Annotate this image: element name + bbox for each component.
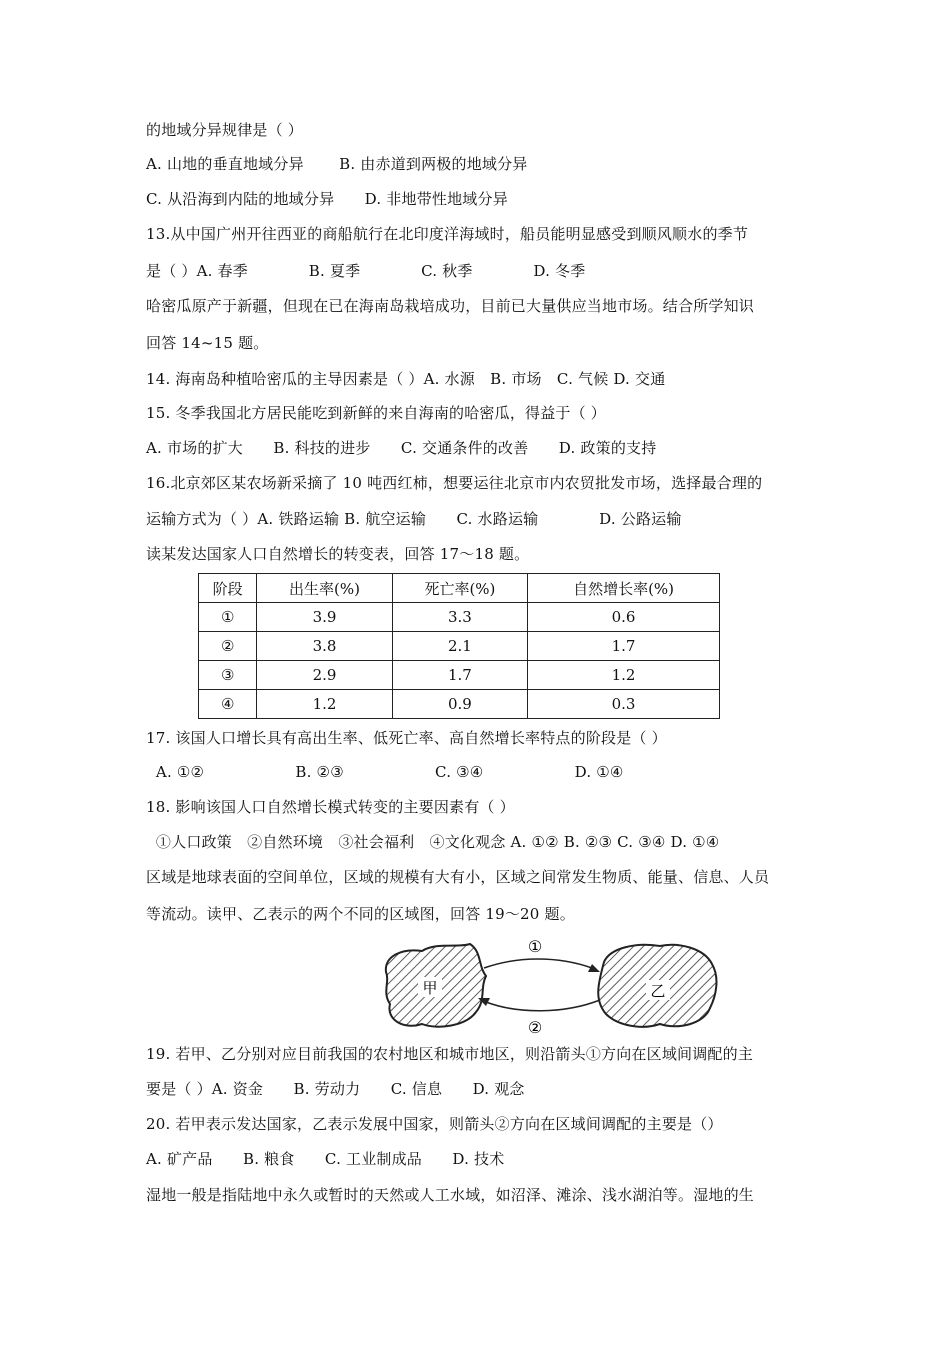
question-16-options: 运输方式为（ ）A. 铁路运输 B. 航空运输 C. 水路运输 D. 公路运输 <box>146 510 682 528</box>
arrow-top <box>484 959 592 968</box>
table-cell: ③ <box>199 661 257 690</box>
question-19-options: 要是（ ）A. 资金 B. 劳动力 C. 信息 D. 观念 <box>146 1080 525 1098</box>
table-cell: 0.3 <box>528 690 720 719</box>
header-natural-growth: 自然增长率(%) <box>528 574 720 603</box>
header-stage: 阶段 <box>199 574 257 603</box>
question-15: 15. 冬季我国北方居民能吃到新鲜的来自海南的哈密瓜，得益于（ ） <box>146 404 606 422</box>
table-cell: 0.6 <box>528 603 720 632</box>
question-15-options: A. 市场的扩大 B. 科技的进步 C. 交通条件的改善 D. 政策的支持 <box>146 439 657 457</box>
arrow-bottom <box>486 1000 600 1011</box>
table-cell: 1.2 <box>257 690 392 719</box>
table-cell: 2.9 <box>257 661 392 690</box>
passage-text: 区域是地球表面的空间单位，区域的规模有大有小，区域之间常发生物质、能量、信息、人员 <box>146 868 770 886</box>
passage-text: 湿地一般是指陆地中永久或暂时的天然或人工水域，如沼泽、滩涂、浅水湖泊等。湿地的生 <box>146 1186 755 1204</box>
table-cell: 3.9 <box>257 603 392 632</box>
question-18-options: ①人口政策 ②自然环境 ③社会福利 ④文化观念 A. ①② B. ②③ C. ③④ D. ①④ <box>146 833 720 851</box>
table-cell: 3.8 <box>257 632 392 661</box>
region-b-label: 乙 <box>650 982 666 1000</box>
question-13: 13.从中国广州开往西亚的商船航行在北印度洋海域时，船员能明显感受到顺风顺水的季节 <box>146 225 749 243</box>
question-13-options: 是（ ）A. 春季 B. 夏季 C. 秋季 D. 冬季 <box>146 262 586 280</box>
question-17: 17. 该国人口增长具有高出生率、低死亡率、高自然增长率特点的阶段是（ ） <box>146 729 667 747</box>
table-cell: 0.9 <box>392 690 527 719</box>
arrow-top-label: ① <box>527 937 543 956</box>
option-line: A. 山地的垂直地域分异 B. 由赤道到两极的地域分异 <box>146 155 528 173</box>
question-14: 14. 海南岛种植哈密瓜的主导因素是（ ）A. 水源 B. 市场 C. 气候 D. 交通 <box>146 370 666 388</box>
population-rate-table <box>198 573 720 719</box>
passage-text: 回答 14~15 题。 <box>146 334 269 352</box>
question-16: 16.北京郊区某农场新采摘了 10 吨西红柿，想要运往北京市内农贸批发市场，选择最合理的 <box>146 474 763 492</box>
question-18: 18. 影响该国人口自然增长模式转变的主要因素有（ ） <box>146 798 515 816</box>
table-cell: ① <box>199 603 257 632</box>
table-header-row <box>199 574 720 603</box>
option-line: C. 从沿海到内陆的地域分异 D. 非地带性地域分异 <box>146 190 508 208</box>
table-cell: 1.2 <box>528 661 720 690</box>
passage-text: 哈密瓜原产于新疆，但现在已在海南岛栽培成功，目前已大量供应当地市场。结合所学知识 <box>146 297 755 315</box>
question-20: 20. 若甲表示发达国家，乙表示发展中国家，则箭头②方向在区域间调配的主要是（） <box>146 1115 723 1133</box>
table-row <box>199 632 720 661</box>
table-row <box>199 603 720 632</box>
table-row <box>199 661 720 690</box>
question-17-options: A. ①② B. ②③ C. ③④ D. ①④ <box>146 763 624 781</box>
table-cell: ② <box>199 632 257 661</box>
question-19: 19. 若甲、乙分别对应目前我国的农村地区和城市地区，则沿箭头①方向在区域间调配的主 <box>146 1045 754 1063</box>
arrow-bottom-label: ② <box>527 1018 543 1036</box>
table-cell: 1.7 <box>528 632 720 661</box>
table-cell: 3.3 <box>392 603 527 632</box>
table-row <box>199 690 720 719</box>
header-birth-rate: 出生率(%) <box>257 574 392 603</box>
region-a-label: 甲 <box>422 979 438 997</box>
region-flow-diagram <box>378 934 723 1036</box>
header-death-rate: 死亡率(%) <box>392 574 527 603</box>
table-cell: 2.1 <box>392 632 527 661</box>
text-line: 的地域分异规律是（ ） <box>146 121 303 139</box>
question-20-options: A. 矿产品 B. 粮食 C. 工业制成品 D. 技术 <box>146 1150 505 1168</box>
table-intro: 读某发达国家人口自然增长的转变表，回答 17～18 题。 <box>146 545 530 563</box>
passage-text: 等流动。读甲、乙表示的两个不同的区域图，回答 19～20 题。 <box>146 905 575 923</box>
table-cell: 1.7 <box>392 661 527 690</box>
table-cell: ④ <box>199 690 257 719</box>
